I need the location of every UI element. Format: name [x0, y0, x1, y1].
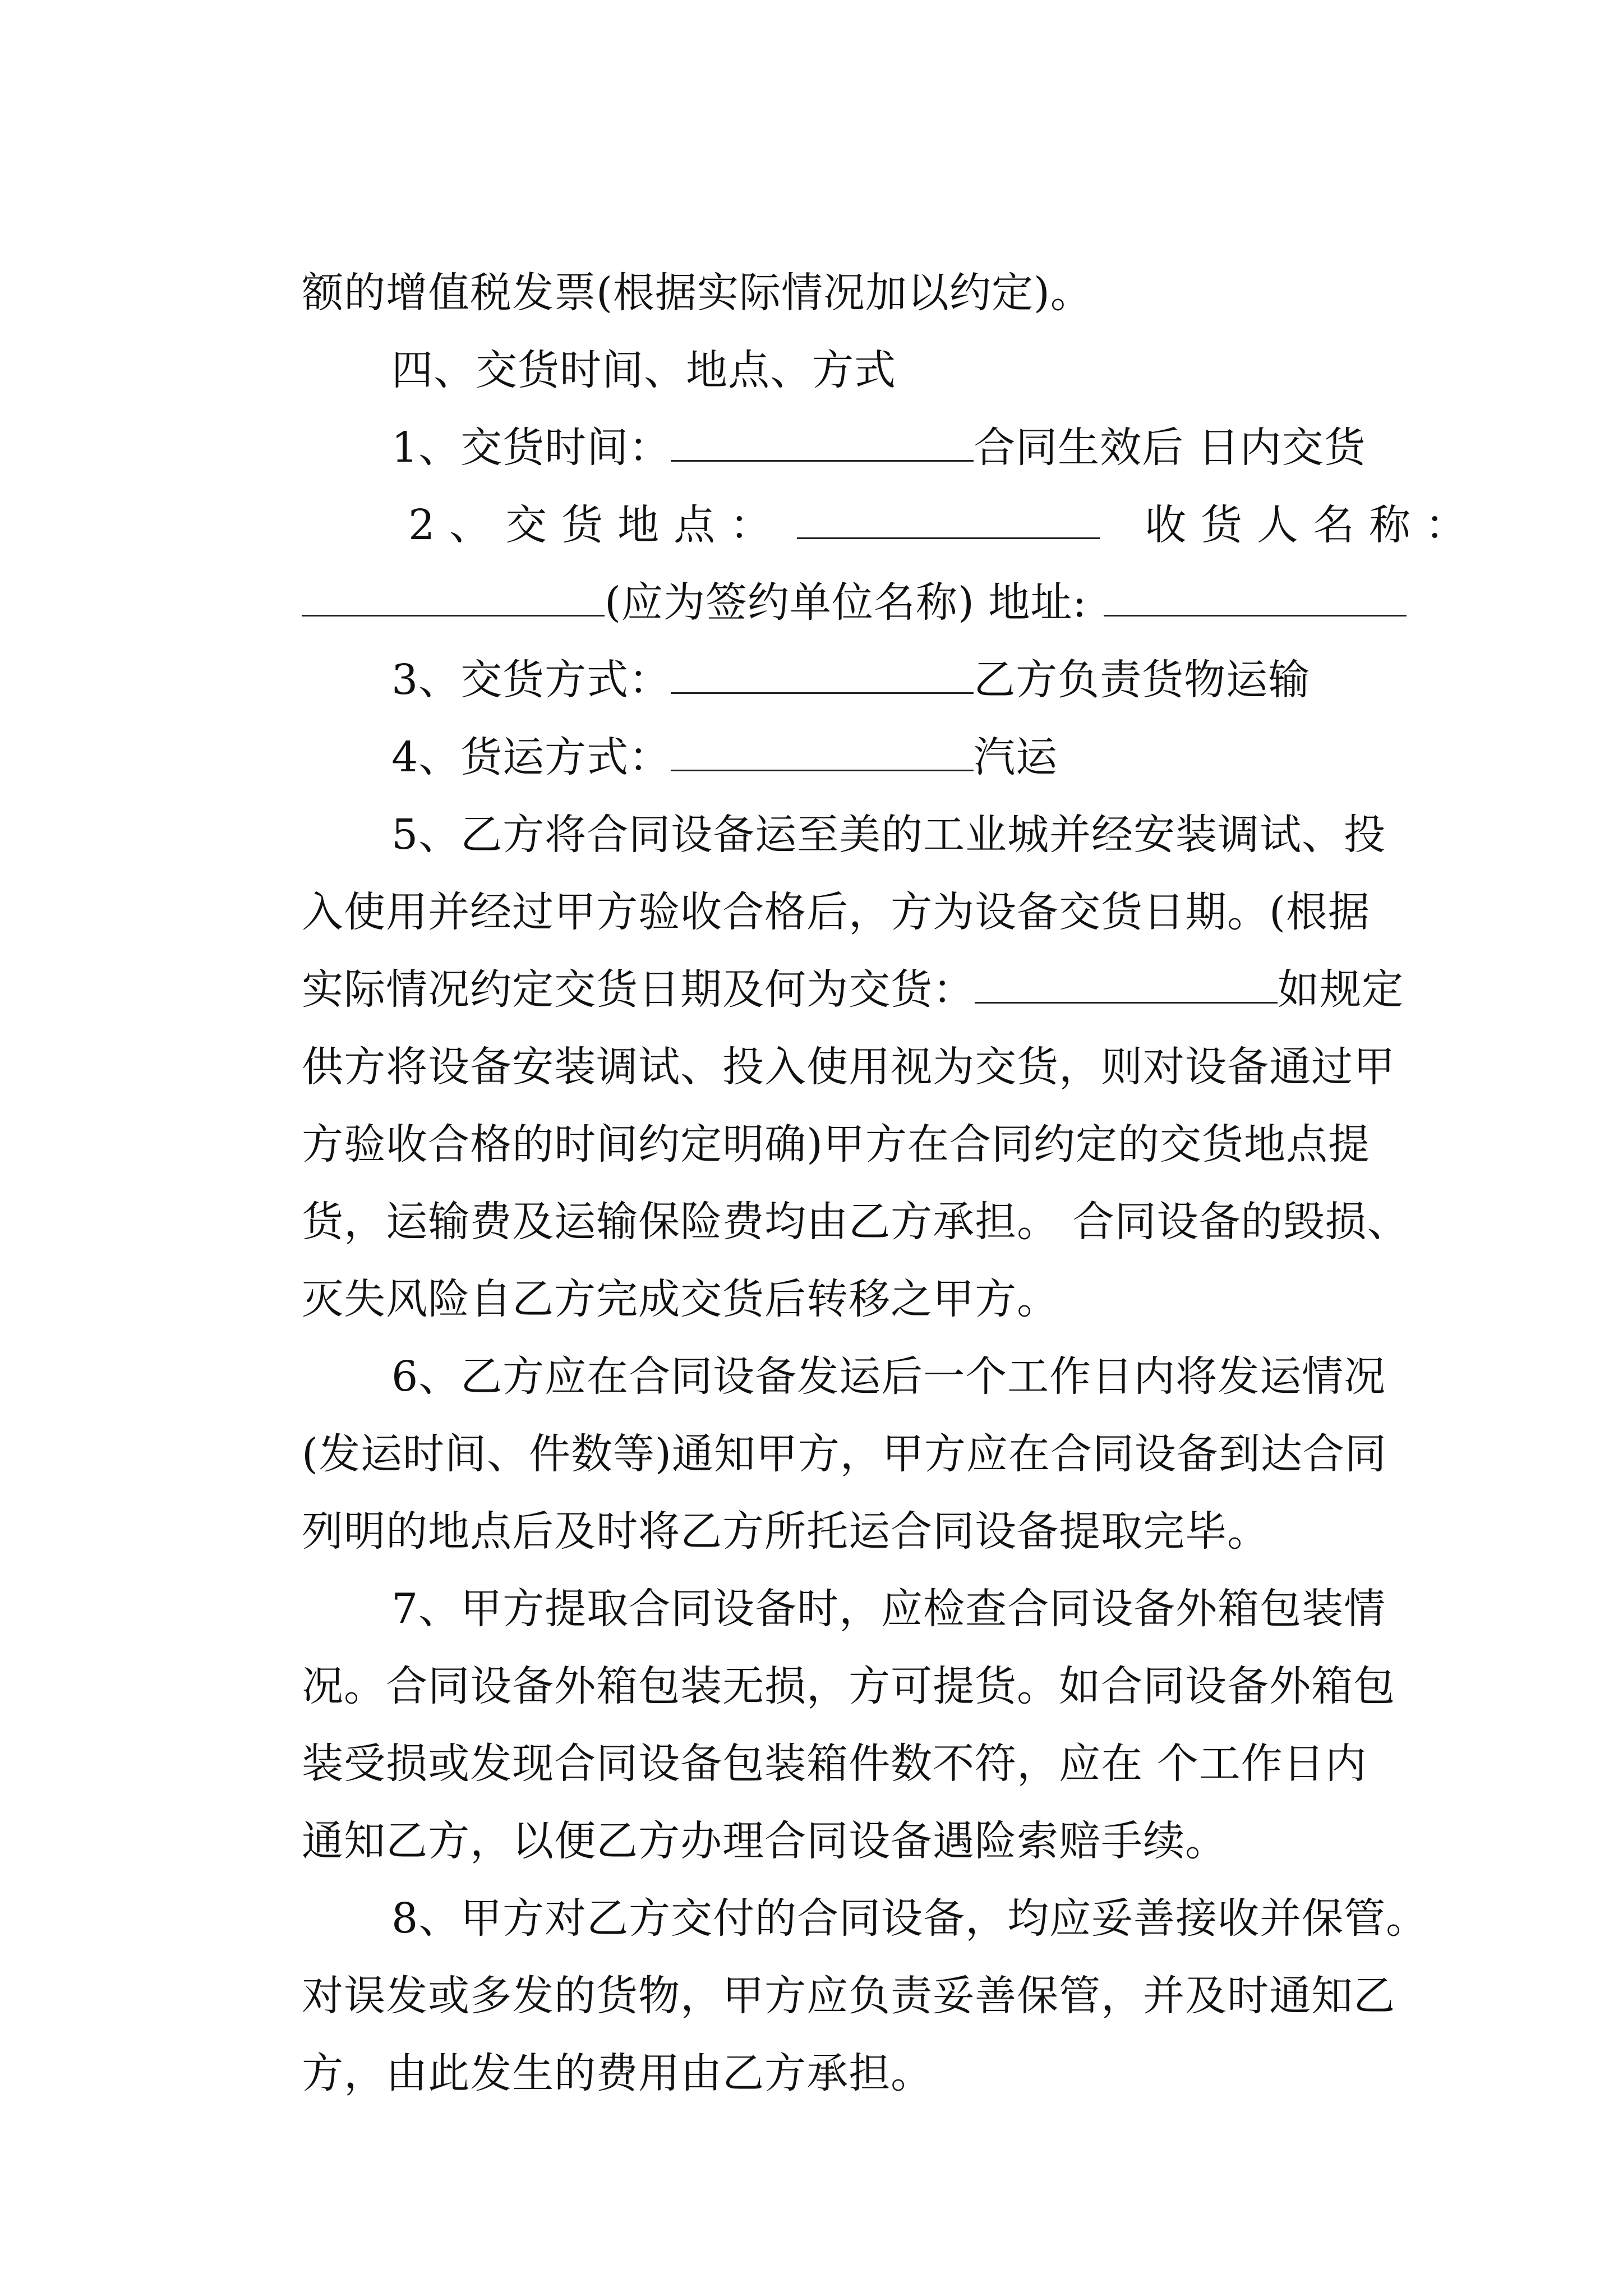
- text: 7、甲方提取合同设备时，应检查合同设备外箱包装情: [391, 1585, 1386, 1633]
- text: 货，运输费及运输保险费均由乙方承担。 合同设备的毁损、: [302, 1198, 1409, 1246]
- label: 2、交货地点：: [408, 501, 786, 549]
- text: 实际情况约定交货日期及何为交货：: [302, 965, 975, 1014]
- text-line: [247, 1989, 933, 2157]
- text: 方，由此发生的费用由乙方承担。: [302, 2049, 933, 2097]
- label: 收货人名称：: [1145, 501, 1482, 549]
- label: 4、货运方式：: [391, 733, 671, 781]
- text: 8、甲方对乙方交付的合同设备，均应妥善接收并保管。: [391, 1894, 1428, 1943]
- label: 3、交货方式：: [391, 656, 671, 704]
- label: (应为签约单位名称) 地址:: [605, 578, 1087, 627]
- text: 供方将设备安装调试、投入使用视为交货，则对设备通过甲: [302, 1043, 1396, 1091]
- text: 5、乙方将合同设备运至美的工业城并经安装调试、投: [391, 811, 1386, 859]
- text: 装受损或发现合同设备包装箱件数不符，应在 个工作日内: [302, 1740, 1367, 1788]
- text: 额的增值税发票(根据实际情况加以约定)。: [302, 269, 1092, 317]
- text: 列明的地点后及时将乙方所托运合同设备提取完毕。: [302, 1507, 1270, 1556]
- text: 合同生效后 日内交货: [974, 424, 1366, 472]
- text: 6、乙方应在合同设备发运后一个工作日内将发运情况: [391, 1352, 1386, 1401]
- text: 对误发或多发的货物，甲方应负责妥善保管，并及时通知乙: [302, 1972, 1396, 2020]
- text: 乙方负责货物运输: [974, 656, 1311, 704]
- text: 如规定: [1278, 965, 1404, 1014]
- label: 1、交货时间：: [391, 424, 671, 472]
- text: (发运时间、件数等)通知甲方，甲方应在合同设备到达合同: [302, 1430, 1387, 1478]
- text: 汽运: [974, 733, 1058, 781]
- text: 灭失风险自乙方完成交货后转移之甲方。: [302, 1275, 1059, 1323]
- text: 通知乙方，以便乙方办理合同设备遇险索赔手续。: [302, 1817, 1228, 1865]
- text: 四、交货时间、地点、方式: [391, 346, 897, 394]
- text: 方验收合格的时间约定明确)甲方在合同约定的交货地点提: [302, 1120, 1370, 1168]
- text: 况。合同设备外箱包装无损，方可提货。如合同设备外箱包: [302, 1662, 1396, 1710]
- text: 入使用并经过甲方验收合格后，方为设备交货日期。(根据: [302, 888, 1370, 936]
